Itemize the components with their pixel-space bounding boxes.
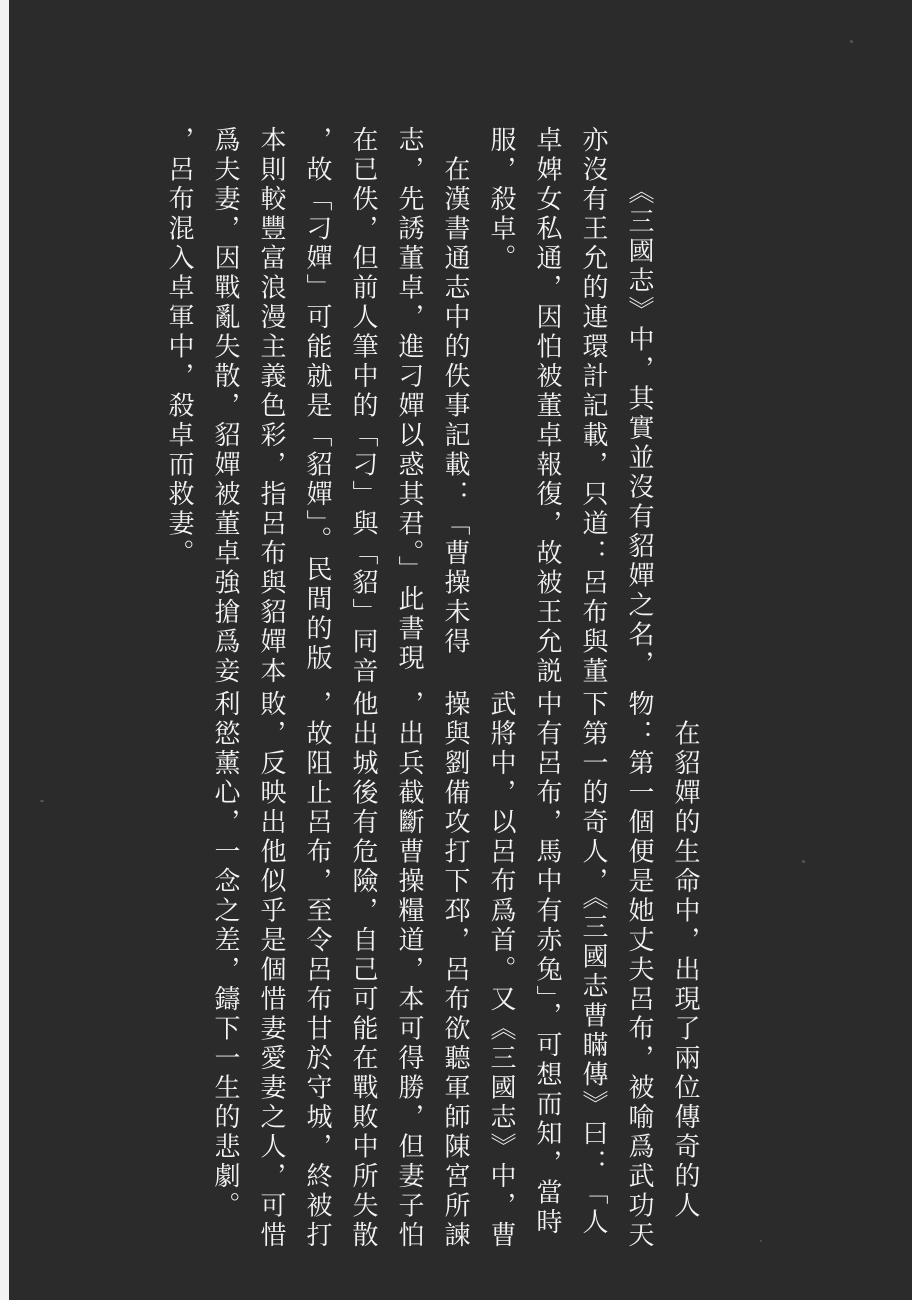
text-column: 爲夫妻，因戰亂失散，貂嬋被董卓強搶爲妾	[210, 126, 240, 687]
text-column: 下第一的奇人，《三國志曹瞞傳》曰：「人	[578, 690, 608, 1238]
text-column: ，故「刁嬋」可能就是「貂嬋」。民間的版	[302, 126, 332, 674]
scan-speck	[802, 860, 805, 863]
scan-speck	[760, 1240, 762, 1242]
text-column: 利慾薰心，一念之差，鑄下一生的悲劇。	[210, 690, 240, 1221]
text-column: 卓婢女私通，因怕被董卓報復，故被王允説	[532, 126, 562, 687]
text-column: 物：第一個便是她丈夫呂布，被喻爲武功天	[624, 690, 654, 1251]
text-column: 在漢書通志中的佚事記載：「曹操未得	[440, 126, 470, 657]
scan-speck	[850, 40, 853, 43]
text-column: 武將中，以呂布爲首。又《三國志》中，曹	[486, 690, 516, 1251]
text-column: 亦沒有王允的連環計記載，只道：呂布與董	[578, 126, 608, 687]
page-edge	[0, 0, 9, 1300]
text-column: 敗，反映出他似乎是個惜妻愛妻之人，可惜	[256, 690, 286, 1251]
text-column: ，出兵截斷曹操糧道，本可得勝，但妻子怕	[394, 690, 424, 1251]
text-column: ，故阻止呂布，至令呂布甘於守城，終被打	[302, 690, 332, 1251]
text-column: 操與劉備攻打下邳，呂布欲聽軍師陳宮所諫	[440, 690, 470, 1251]
text-column: 《三國志》中，其實並沒有貂嬋之名，	[624, 178, 654, 680]
scan-speck	[40, 800, 44, 802]
text-column: 本則較豐富浪漫主義色彩，指呂布與貂嬋本	[256, 126, 286, 687]
text-column: 他出城後有危險，自己可能在戰敗中所失散	[348, 690, 378, 1251]
text-column: 在貂嬋的生命中，出現了兩位傳奇的人	[670, 690, 700, 1221]
text-column: ，呂布混入卓軍中，殺卓而救妻。	[164, 126, 194, 569]
text-column: 服，殺卓。	[486, 126, 516, 274]
text-column: 在已佚，但前人筆中的「刁」與「貂」同音	[348, 126, 378, 687]
text-column: 志，先誘董卓，進刁嬋以惑其君。」此書現	[394, 126, 424, 674]
text-column: 中有呂布，馬中有赤兔」，可想而知，當時	[532, 690, 562, 1238]
